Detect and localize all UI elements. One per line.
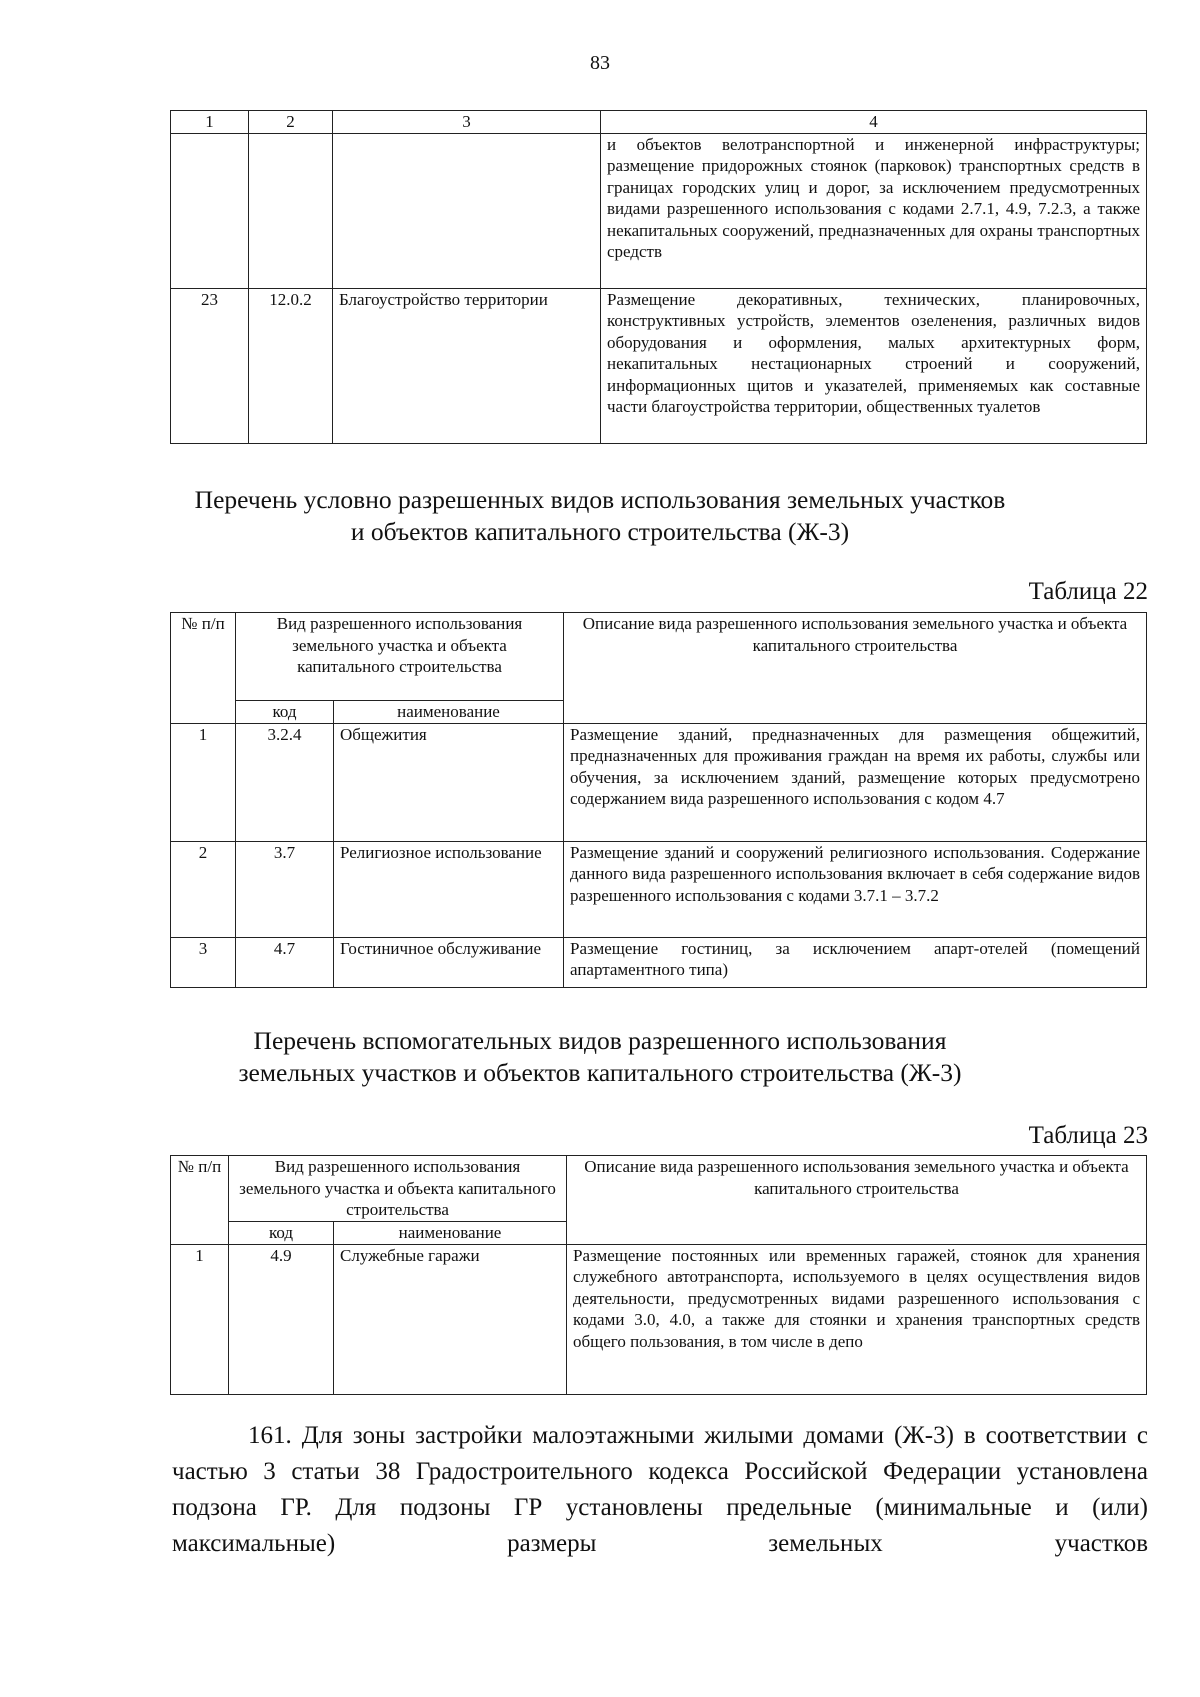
col-header-1: 1 (171, 111, 249, 134)
cell-number: 23 (171, 288, 249, 443)
table-23 (170, 1155, 1147, 1395)
cell-code: 4.9 (229, 1244, 334, 1394)
cell-name: Служебные гаражи (334, 1244, 567, 1394)
table-caption: Таблица 22 (1028, 578, 1148, 605)
cell-code: 4.7 (236, 937, 334, 987)
cell-number: 1 (171, 723, 236, 841)
cell-name: Общежития (334, 723, 564, 841)
table-caption: Таблица 23 (1028, 1122, 1148, 1149)
table-row (171, 1244, 1147, 1394)
col-header-2: 2 (249, 111, 333, 134)
cell-number: 2 (171, 841, 236, 937)
table-row (171, 133, 1147, 288)
header-kind: Вид разрешенного использования земельного участка и объекта капитального строительства (229, 1156, 567, 1222)
section-heading-conditional (0, 484, 1200, 548)
cell-name: Гостиничное обслуживание (334, 937, 564, 987)
cell-code: 3.7 (236, 841, 334, 937)
cell-empty (171, 133, 249, 288)
table-header-row (171, 1156, 1147, 1222)
header-code: код (236, 701, 334, 724)
cell-description: Размещение зданий и сооружений религиозного использования. Содержание данного вида разрешенного использования включает в себя содержание видов разрешенного использования с кодами 3.7.1 – 3.7.2 (564, 841, 1147, 937)
table-row (171, 937, 1147, 987)
continued-table (170, 110, 1147, 444)
cell-name: Религиозное использование (334, 841, 564, 937)
cell-number: 3 (171, 937, 236, 987)
col-header-4: 4 (601, 111, 1147, 134)
cell-description: Размещение декоративных, технических, планировочных, конструктивных устройств, элементов озеленения, различных видов оборудования и оформления, малых архитектурных форм, некапитальных нестационарных строений и сооружений, информационных щитов и указателей, применяемых как составные части благоустройства территории, общественных туалетов (601, 288, 1147, 443)
header-kind: Вид разрешенного использования земельного участка и объекта капитального строительства (236, 613, 564, 701)
section-heading-auxiliary (0, 1025, 1200, 1089)
header-name: наименование (334, 701, 564, 724)
heading-line: земельных участков и объектов капитального строительства (Ж-3) (238, 1058, 962, 1087)
table-row (171, 841, 1147, 937)
cell-description: Размещение постоянных или временных гаражей, стоянок для хранения служебного автотранспорта, используемого в целях осуществления видов деятельности, предусмотренных видами разрешенного использования с кодами 3.0, 4.0, а также для стоянки и хранения транспортных средств общего пользования, в том числе в депо (567, 1244, 1147, 1394)
heading-line: Перечень условно разрешенных видов использования земельных участков (194, 485, 1006, 514)
table-row (171, 723, 1147, 841)
table-22 (170, 612, 1147, 988)
cell-description: и объектов велотранспортной и инженерной инфраструктуры; размещение придорожных стоянок (парковок) транспортных средств в границах городских улиц и дорог, за исключением предусмотренных видами разрешенного использования с кодами 2.7.1, 4.9, 7.2.3, а также некапитальных сооружений, предназначенных для охраны транспортных средств (601, 133, 1147, 288)
heading-line: и объектов капитального строительства (Ж-3) (350, 517, 850, 546)
col-header-3: 3 (333, 111, 601, 134)
header-code: код (229, 1222, 334, 1245)
table-header-row (171, 111, 1147, 134)
table-row (171, 288, 1147, 443)
cell-description: Размещение гостиниц, за исключением апарт-отелей (помещений апартаментного типа) (564, 937, 1147, 987)
cell-empty (249, 133, 333, 288)
heading-line: Перечень вспомогательных видов разрешенного использования (253, 1026, 947, 1055)
header-description: Описание вида разрешенного использования земельного участка и объекта капитального строительства (567, 1156, 1147, 1245)
page-number: 83 (590, 52, 610, 74)
cell-empty (333, 133, 601, 288)
header-description: Описание вида разрешенного использования земельного участка и объекта капитального строительства (564, 613, 1147, 724)
body-paragraph: 161. Для зоны застройки малоэтажными жилыми домами (Ж-3) в соответствии с частью 3 статьи 38 Градостроительного кодекса Российской Федерации установлена подзона ГР. Для подзоны ГР установлены предельные (минимальные и (или) максимальные) размеры земельных участков (172, 1422, 1148, 1557)
cell-description: Размещение зданий, предназначенных для размещения общежитий, предназначенных для проживания граждан на время их работы, службы или обучения, за исключением зданий, размещение которых предусмотрено содержанием вида разрешенного использования с кодом 4.7 (564, 723, 1147, 841)
cell-name: Благоустройство территории (333, 288, 601, 443)
cell-code: 3.2.4 (236, 723, 334, 841)
header-number: № п/п (171, 613, 236, 724)
cell-code: 12.0.2 (249, 288, 333, 443)
header-number: № п/п (171, 1156, 229, 1245)
cell-number: 1 (171, 1244, 229, 1394)
table-header-row (171, 613, 1147, 701)
header-name: наименование (334, 1222, 567, 1245)
